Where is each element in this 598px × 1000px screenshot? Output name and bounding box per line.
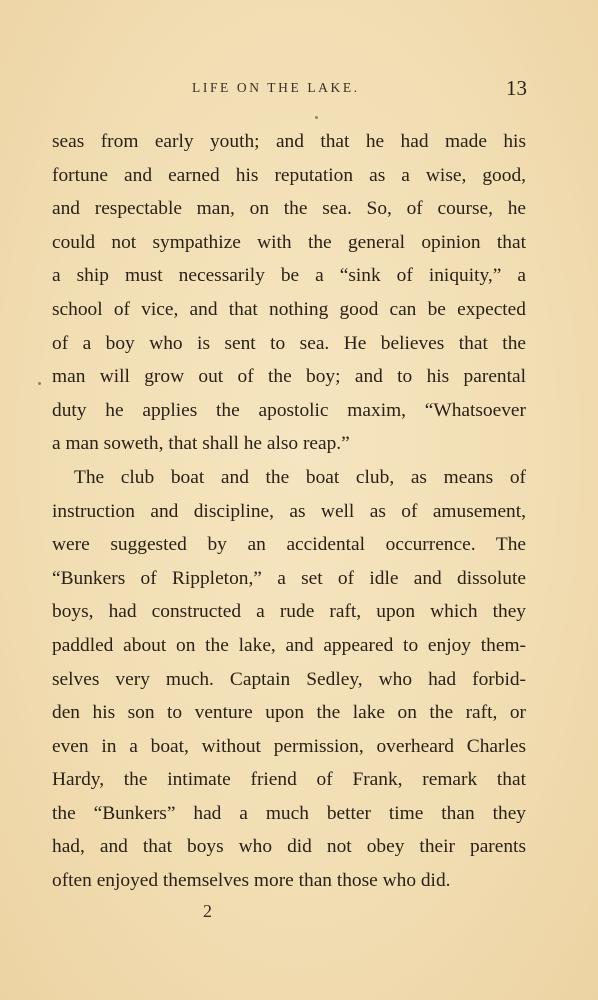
text-line: duty he applies the apostolic maxim, “Whatsoever	[52, 399, 526, 421]
text-line: seas from early youth; and that he had made his	[52, 131, 526, 152]
text-line: school of vice, and that nothing good can be expected	[52, 298, 526, 320]
text-line: a ship must necessarily be a “sink of iniquity,” a	[52, 265, 526, 287]
text-line: the “Bunkers” had a much better time than they	[52, 802, 526, 824]
text-line: boys, had constructed a rude raft, upon which they	[52, 601, 526, 623]
text-line: could not sympathize with the general opinion that	[52, 231, 526, 253]
text-line: were suggested by an accidental occurrence. The	[52, 534, 526, 556]
text-line: often enjoyed themselves more than those who did.	[52, 870, 451, 892]
running-title: LIFE ON THE LAKE.	[192, 80, 360, 95]
text-line: even in a boat, without permission, overheard Charles	[52, 735, 526, 757]
text-line: Hardy, the intimate friend of Frank, remark that	[52, 769, 526, 791]
text-line: a man soweth, that shall he also reap.”	[52, 433, 350, 455]
paragraph-first-line: The club boat and the boat club, as means of	[74, 466, 526, 488]
text-line: instruction and discipline, as well as of amusement,	[52, 500, 526, 522]
ink-speck	[315, 116, 318, 119]
page-number: 13	[506, 76, 527, 100]
running-head	[52, 78, 527, 100]
text-line: man will grow out of the boy; and to his parental	[52, 366, 526, 388]
text-line: den his son to venture upon the lake on the raft, or	[52, 702, 526, 724]
text-line: fortune and earned his reputation as a wise, good,	[52, 164, 526, 186]
text-line: of a boy who is sent to sea. He believes that the	[52, 332, 526, 354]
body-text	[52, 125, 526, 898]
text-line: paddled about on the lake, and appeared to enjoy them-	[52, 634, 526, 656]
text-line: selves very much. Captain Sedley, who had forbid-	[52, 668, 526, 690]
signature-mark: 2	[203, 901, 212, 921]
ink-speck	[38, 382, 41, 385]
text-line: and respectable man, on the sea. So, of course, he	[52, 198, 526, 220]
text-line: had, and that boys who did not obey their parents	[52, 836, 526, 858]
text-line: “Bunkers of Rippleton,” a set of idle and dissolute	[52, 567, 526, 589]
